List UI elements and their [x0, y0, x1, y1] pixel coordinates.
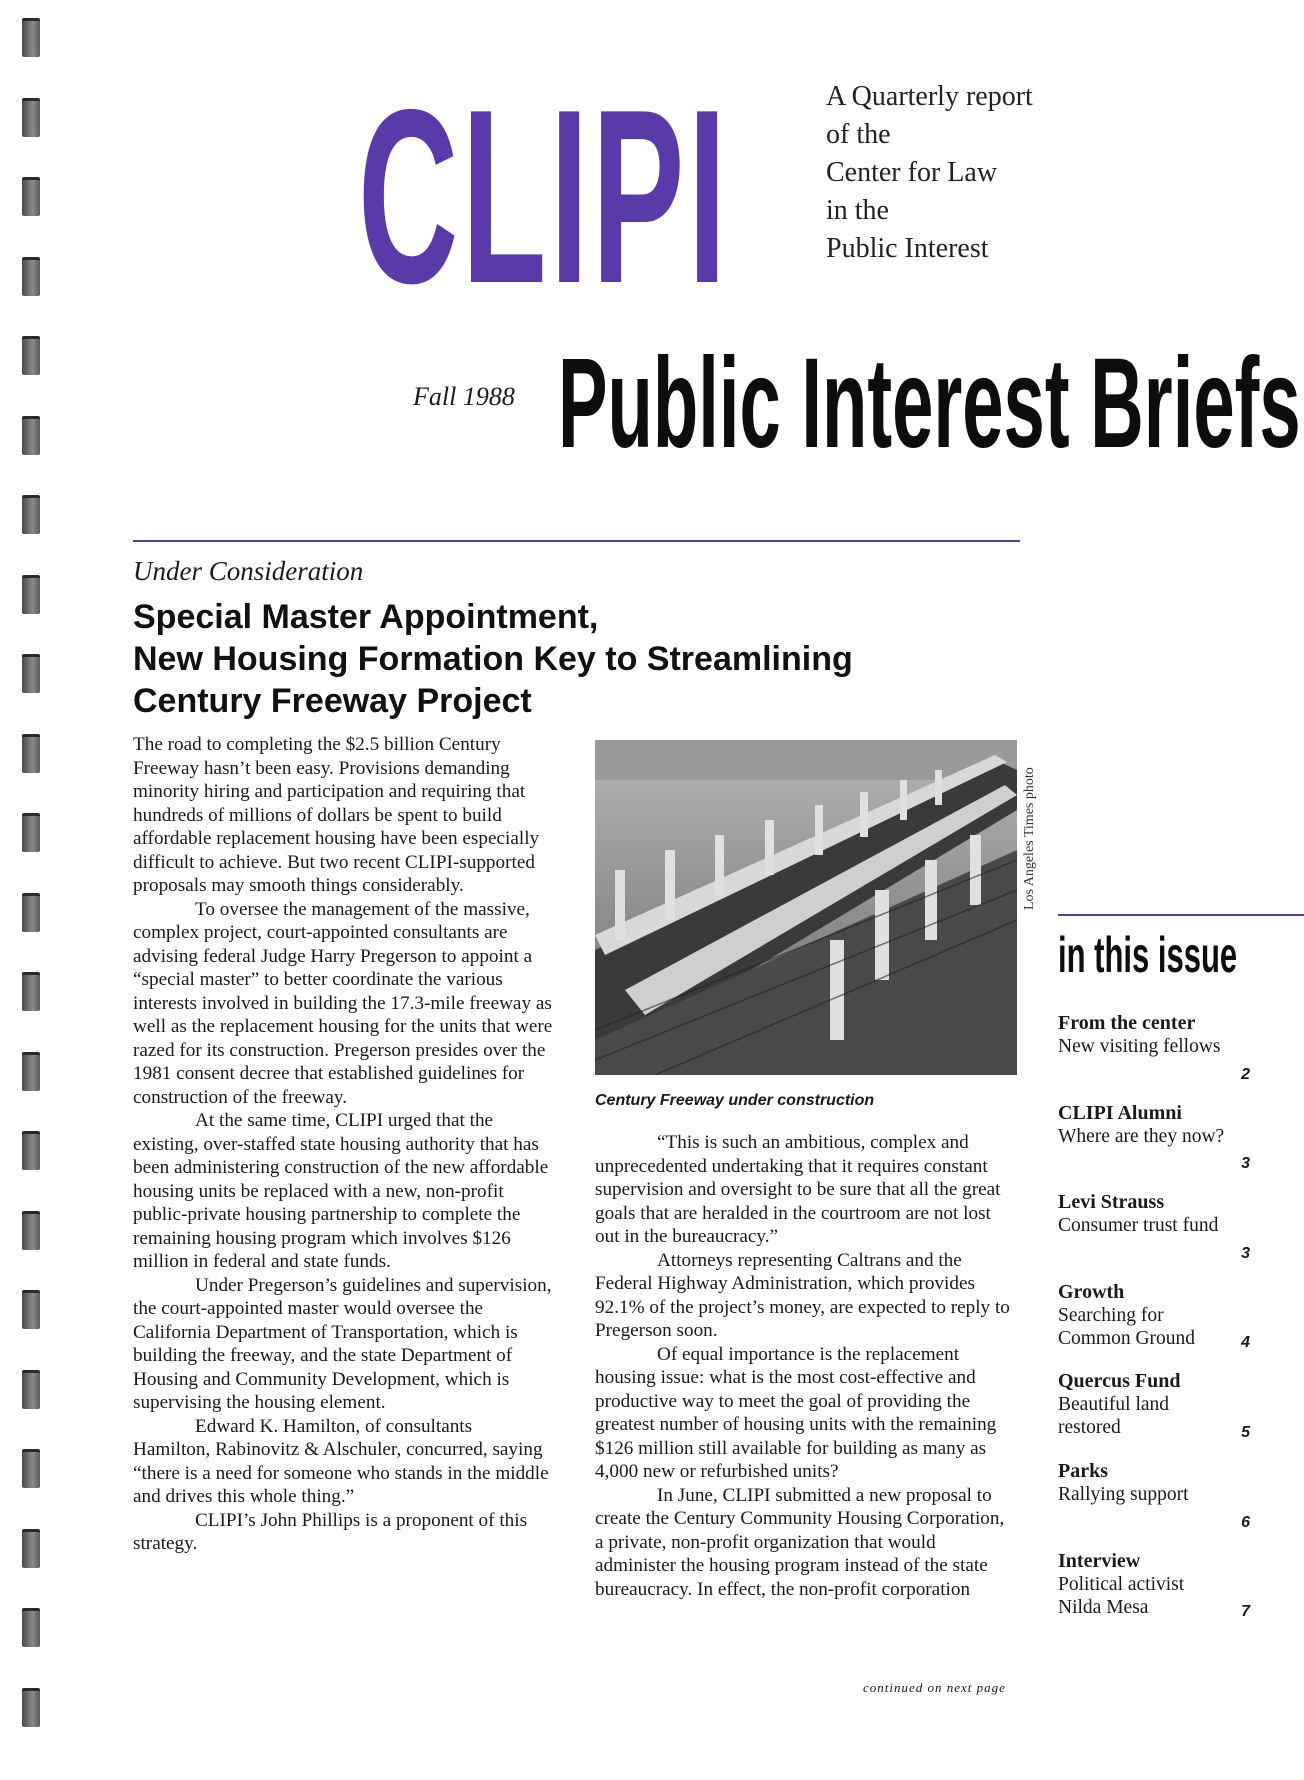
- tagline-line: A Quarterly report: [826, 81, 1033, 112]
- binding-hole: [22, 575, 40, 614]
- article-paragraph: Under Pregerson’s guidelines and supervision, the court-appointed master would oversee the California Department of Transportation, which is building the freeway, and the state Department of Housing and Community Development, which is supervising the housing element.: [133, 1274, 552, 1413]
- toc-page-number: 6: [1241, 1513, 1250, 1531]
- toc-heading: Levi Strauss: [1058, 1191, 1165, 1214]
- binding-hole: [22, 336, 40, 375]
- toc-page-number: 2: [1241, 1065, 1250, 1083]
- issue-date: Fall 1988: [413, 382, 515, 411]
- binding-hole: [22, 1688, 40, 1727]
- article-paragraph: In June, CLIPI submitted a new proposal to create the Century Community Housing Corporation, a private, non-profit organization that would administer the housing program instead of the state bureaucracy. In effect, the non-profit corporation: [595, 1484, 1005, 1600]
- binding-hole: [22, 18, 40, 57]
- toc-page-number: 5: [1241, 1423, 1250, 1441]
- article-paragraph: Of equal importance is the replacement housing issue: what is the most cost-effective and productive way to meet the goal of providing the greatest number of housing units with the remaining $126 million still available for building as many as 4,000 new or refurbished units?: [595, 1343, 997, 1482]
- binding-hole: [22, 1608, 40, 1647]
- article-paragraph: To oversee the management of the massive, complex project, court-appointed consultants are advising federal Judge Harry Pregerson to appoint a “special master” to better coordinate the various interests involved in building the 17.3-mile freeway as well as the replacement housing for the units that were razed for its construction. Pregerson presides over the 1981 consent decree that established guidelines for construction of the freeway.: [133, 898, 553, 1108]
- freeway-construction-photo: [595, 740, 1017, 1075]
- headline-line: Century Freeway Project: [133, 682, 532, 720]
- tagline-line: Center for Law: [826, 157, 998, 188]
- binding-hole: [22, 734, 40, 773]
- binding-hole: [22, 1290, 40, 1329]
- tagline-line: of the: [826, 119, 891, 150]
- toc-description: Consumer trust fund: [1058, 1215, 1219, 1237]
- photo-credit: Los Angeles Times photo: [1022, 767, 1037, 910]
- binding-hole: [22, 893, 40, 932]
- publication-title: Public Interest Briefs: [558, 332, 1301, 475]
- toc-page-number: 7: [1241, 1603, 1250, 1621]
- article-paragraph: Edward K. Hamilton, of consultants Hamilton, Rabinovitz & Alschuler, concurred, saying “there is a need for someone who stands in the middle and drives this whole thing.”: [133, 1415, 549, 1507]
- toc-page-number: 4: [1241, 1334, 1250, 1352]
- toc-heading: Parks: [1058, 1459, 1108, 1482]
- article-paragraph: CLIPI’s John Phillips is a proponent of this strategy.: [133, 1509, 528, 1554]
- toc-item[interactable]: [1058, 1191, 1250, 1281]
- continued-note: continued on next page: [863, 1680, 1006, 1695]
- binding-hole: [22, 416, 40, 455]
- tagline-line: in the: [826, 195, 889, 226]
- toc-heading: CLIPI Alumni: [1058, 1101, 1182, 1124]
- toc-title: in this issue: [1058, 927, 1238, 983]
- binding-hole: [22, 972, 40, 1011]
- toc-heading: From the center: [1058, 1012, 1196, 1034]
- toc-item[interactable]: [1058, 1550, 1250, 1640]
- clipi-logo: CLIPI: [358, 57, 730, 335]
- headline-line: Special Master Appointment,: [133, 598, 599, 636]
- toc-heading: Interview: [1058, 1549, 1141, 1572]
- binding-hole: [22, 1211, 40, 1250]
- toc-heading: Growth: [1058, 1280, 1125, 1303]
- photo-caption: Century Freeway under construction: [595, 1092, 875, 1109]
- article-paragraph: The road to completing the $2.5 billion Century Freeway hasn’t been easy. Provisions demanding minority hiring and participation and requiring that hundreds of millions of dollars be spent to build affordable replacement housing have been especially difficult to achieve. But two recent CLIPI-supported proposals may smooth things considerably.: [133, 734, 540, 896]
- toc-item[interactable]: [1058, 1281, 1250, 1371]
- toc-item[interactable]: [1058, 1102, 1250, 1192]
- toc-description: Rallying support: [1058, 1483, 1189, 1505]
- tagline-line: Public Interest: [826, 233, 989, 264]
- binding-hole: [22, 98, 40, 137]
- divider-rule: [1058, 914, 1304, 916]
- section-kicker: Under Consideration: [133, 556, 364, 586]
- article-headline: [133, 596, 993, 722]
- binding-hole: [22, 1052, 40, 1091]
- binding-hole: [22, 495, 40, 534]
- toc-description: Political activist Nilda Mesa: [1058, 1573, 1185, 1618]
- divider-rule: [133, 540, 1020, 542]
- toc-description: New visiting fellows: [1058, 1036, 1221, 1057]
- binding-hole: [22, 1449, 40, 1488]
- toc-description: Searching for Common Ground: [1058, 1304, 1196, 1349]
- table-of-contents: [1058, 1012, 1250, 1639]
- toc-item[interactable]: [1058, 1370, 1250, 1460]
- toc-description: Beautiful land restored: [1058, 1394, 1170, 1439]
- toc-heading: Quercus Fund: [1058, 1370, 1181, 1393]
- toc-item[interactable]: [1058, 1460, 1250, 1550]
- article-column-middle: [595, 1131, 1015, 1601]
- binding-hole: [22, 257, 40, 296]
- binding-hole: [22, 177, 40, 216]
- binding-hole: [22, 813, 40, 852]
- toc-description: Where are they now?: [1058, 1125, 1225, 1147]
- headline-line: New Housing Formation Key to Streamlining: [133, 640, 853, 678]
- tagline: [826, 78, 1033, 268]
- binding-hole: [22, 654, 40, 693]
- binding-hole: [22, 1370, 40, 1409]
- spiral-binding: [22, 18, 46, 1778]
- toc-page-number: 3: [1241, 1155, 1250, 1173]
- article-paragraph: Attorneys representing Caltrans and the Federal Highway Administration, which provides 92.1% of the project’s money, are expected to reply to Pregerson soon.: [595, 1249, 1010, 1341]
- article-paragraph: “This is such an ambitious, complex and unprecedented undertaking that it requires constant supervision and oversight to be sure that all the great goals that are heralded in the courtroom are not lost out in the bureaucracy.”: [595, 1132, 1001, 1247]
- toc-page-number: 3: [1241, 1244, 1250, 1262]
- binding-hole: [22, 1131, 40, 1170]
- binding-hole: [22, 1529, 40, 1568]
- article-paragraph: At the same time, CLIPI urged that the existing, over-staffed state housing authority that has been administering construction of the new affordable housing units be replaced with a new, non-profit public-private housing partnership to complete the remaining housing program which involves $126 million in federal and state funds.: [133, 1110, 549, 1272]
- toc-item[interactable]: [1058, 1012, 1250, 1102]
- article-column-left: [133, 733, 553, 1556]
